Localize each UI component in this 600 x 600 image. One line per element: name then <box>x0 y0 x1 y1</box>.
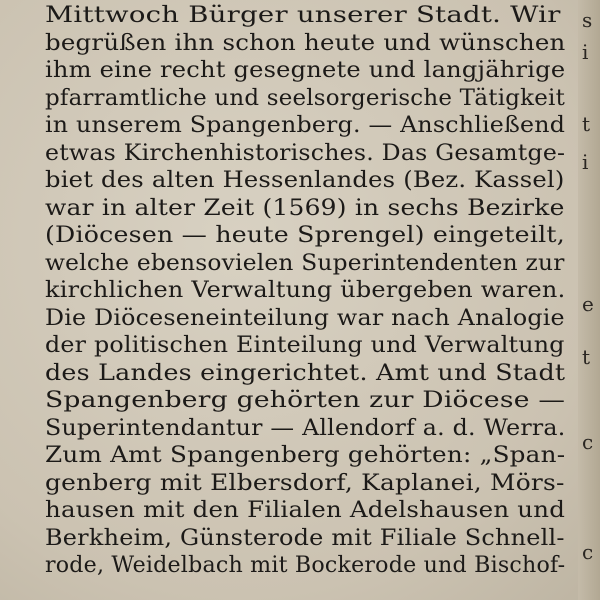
text-line: Die Diöceseneinteilung war nach Analogie <box>45 305 565 331</box>
text-line: rode, Weidelbach mit Bockerode und Bischof- <box>45 553 566 578</box>
text-line: hausen mit den Filialen Adelshausen und <box>45 498 566 523</box>
text-line: ihm eine recht gesegnete und langjährige <box>45 58 566 83</box>
text-line: (Diöcesen — heute Sprengel) eingeteilt, <box>45 223 565 248</box>
text-line: pfarramtliche und seelsorgerische Tätigkeit <box>45 85 565 111</box>
text-line: genberg mit Elbersdorf, Kaplanei, Mörs- <box>45 470 565 496</box>
edge-glyph: e <box>582 292 594 316</box>
text-line: biet des alten Hessenlandes (Bez. Kassel) <box>45 168 565 193</box>
edge-glyph: c <box>582 430 594 454</box>
text-line: in unserem Spangenberg. — Anschließend <box>45 113 566 138</box>
text-line: begrüßen ihn schon heute und wünschen <box>45 30 566 56</box>
text-line: der politischen Einteilung und Verwaltung <box>45 333 565 358</box>
text-line: Zum Amt Spangenberg gehörten: „Span- <box>45 443 566 468</box>
edge-glyph: t <box>582 112 591 136</box>
text-line: Berkheim, Günsterode mit Filiale Schnell- <box>45 525 565 551</box>
text-line: kirchlichen Verwaltung übergeben waren. <box>45 278 566 303</box>
edge-glyph: s <box>582 8 593 32</box>
text-line: etwas Kirchenhistorisches. Das Gesamtge- <box>45 140 566 166</box>
edge-glyph: t <box>582 345 591 369</box>
edge-glyph: i <box>582 150 589 174</box>
text-line: war in alter Zeit (1569) in sechs Bezirke <box>45 195 565 221</box>
text-line: des Landes eingerichtet. Amt und Stadt <box>45 360 566 386</box>
text-line: Spangenberg gehörten zur Diöcese — <box>45 388 566 413</box>
edge-glyph: i <box>582 40 589 64</box>
text-line: welche ebensovielen Superintendenten zur <box>45 250 565 276</box>
edge-glyph: c <box>582 540 594 564</box>
text-line: Mittwoch Bürger unserer Stadt. Wir <box>45 3 561 28</box>
text-line: Superintendantur — Allendorf a. d. Werra. <box>45 415 566 441</box>
